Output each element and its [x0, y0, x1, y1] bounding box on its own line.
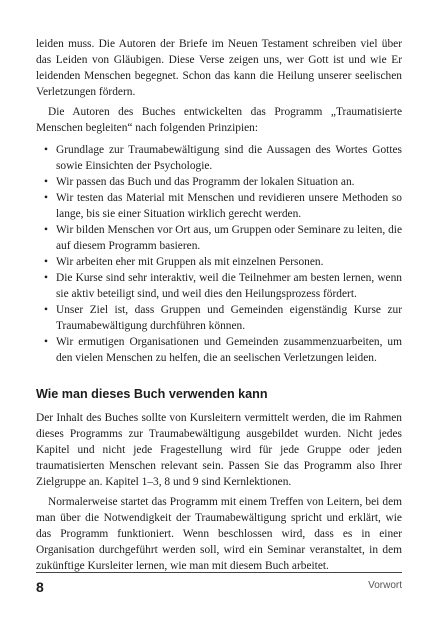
usage-paragraph: Normalerweise startet das Programm mit einem Treffen von Leitern, bei dem man über die Notwendigkeit der Traumabewältigung spricht und erklärt, wie das Programm funktioniert. Wenn beschlossen wird, dass es in einer Organisation durchgeführt werden soll, wird ein Seminar veranstaltet, in dem zukünftige Kursleiter lernen, wie man mit diesem Buch arbeitet.: [36, 496, 402, 572]
page-footer: [36, 572, 402, 603]
principles-list: [36, 142, 402, 366]
chapter-title: Vorwort: [368, 580, 402, 591]
usage-paragraph: Der Inhalt des Buches sollte von Kursleitern vermittelt werden, die im Rahmen dieses Programms zur Traumabewältigung ausgebildet wurden. Nicht jedes Kapitel und nicht jede Fragestellung wird für jede Gruppe oder jeden traumatisierten Menschen relevant sein. Passen Sie das Programm also Ihrer Zielgruppe an. Kapitel 1–3, 8 und 9 sind Kernlektionen.: [36, 412, 402, 488]
section-heading: Wie man dieses Buch verwenden kann: [36, 387, 268, 401]
list-item: • Die Kurse sind sehr interaktiv, weil die Teilnehmer am besten lernen, wenn sie aktiv beteiligt sind, und weil dies den Heilungsprozess fördert.: [56, 270, 402, 302]
list-item: • Wir passen das Buch und das Programm der lokalen Situation an.: [56, 174, 402, 190]
list-item: • Wir bilden Menschen vor Ort aus, um Gruppen oder Seminare zu leiten, die auf diesem Programm basieren.: [56, 222, 402, 254]
list-item: • Wir ermutigen Organisationen und Gemeinden zusammenzuarbeiten, um den vielen Menschen zu helfen, die an seelischen Verletzungen leiden.: [56, 334, 402, 366]
program-intro-paragraph: Die Autoren des Buches entwickelten das Programm „Traumatisierte Menschen begleiten“ nach folgenden Prinzipien:: [36, 106, 402, 134]
list-item: • Grundlage zur Traumabewältigung sind die Aussagen des Wortes Gottes sowie Einsichten der Psychologie.: [56, 142, 402, 174]
list-item: • Unser Ziel ist, dass Gruppen und Gemeinden eigenständig Kurse zur Traumabewältigung durchführen können.: [56, 302, 402, 334]
list-item: • Wir arbeiten eher mit Gruppen als mit einzelnen Personen.: [56, 254, 402, 270]
list-item: • Wir testen das Material mit Menschen und revidieren unsere Methoden so lange, bis sie einer Situation wirklich gerecht werden.: [56, 190, 402, 222]
page-number: 8: [36, 579, 44, 595]
intro-paragraph: leiden muss. Die Autoren der Briefe im Neuen Testament schreiben viel über das Leiden von Gläubigen. Diese Verse zeigen uns, wer Gott ist und wie Er leidenden Menschen begegnet. Schon das kann die Heilung unserer seelischen Verletzungen fördern.: [36, 38, 402, 98]
